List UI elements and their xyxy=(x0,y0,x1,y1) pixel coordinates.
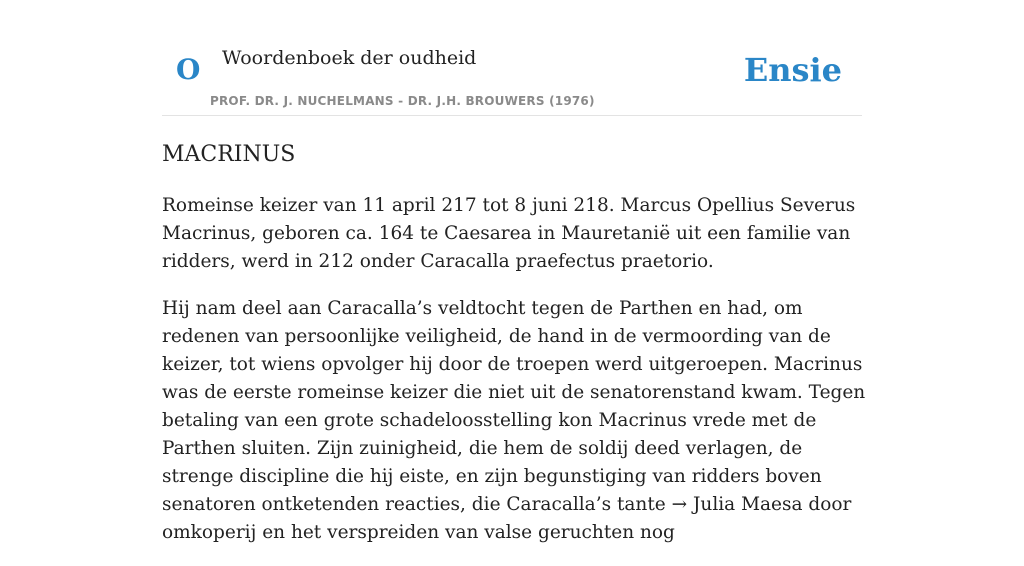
page xyxy=(162,0,866,543)
brand-logo[interactable]: Ensie xyxy=(743,51,842,89)
entry-headword: MACRINUS xyxy=(162,142,296,167)
book-authors: PROF. DR. J. NUCHELMANS - DR. J.H. BROUWERS (1976) xyxy=(210,94,595,108)
book-title[interactable]: Woordenboek der oudheid xyxy=(222,47,477,69)
letter-index-link[interactable]: O xyxy=(176,53,201,86)
entry-paragraph: Hij nam deel aan Caracalla’s veldtocht tegen de Parthen en had, om redenen van persoonlijke veiligheid, de hand in de vermoording van de keizer, tot wiens opvolger hij door de troepen werd uitgeroepen. Macrinus was de eerste romeinse keizer die niet uit de senatorenstand kwam. Tegen betaling van een grote schadeloosstelling kon Macrinus vrede met de Parthen sluiten. Zijn zuinigheid, die hem de soldij deed verlagen, de strenge discipline die hij eiste, en zijn begunstiging van ridders boven senatoren ontketenden reacties, die Caracalla’s tante → Julia Maesa door omkoperij en het verspreiden van valse geruchten nog xyxy=(162,298,866,543)
entry-paragraph: Romeinse keizer van 11 april 217 tot 8 juni 218. Marcus Opellius Severus Macrinus, geboren ca. 164 te Caesarea in Mauretanië uit een familie van ridders, werd in 212 onder Caracalla praefectus praetorio. xyxy=(162,195,856,272)
entry-body xyxy=(162,192,867,566)
entry-header xyxy=(162,0,862,116)
